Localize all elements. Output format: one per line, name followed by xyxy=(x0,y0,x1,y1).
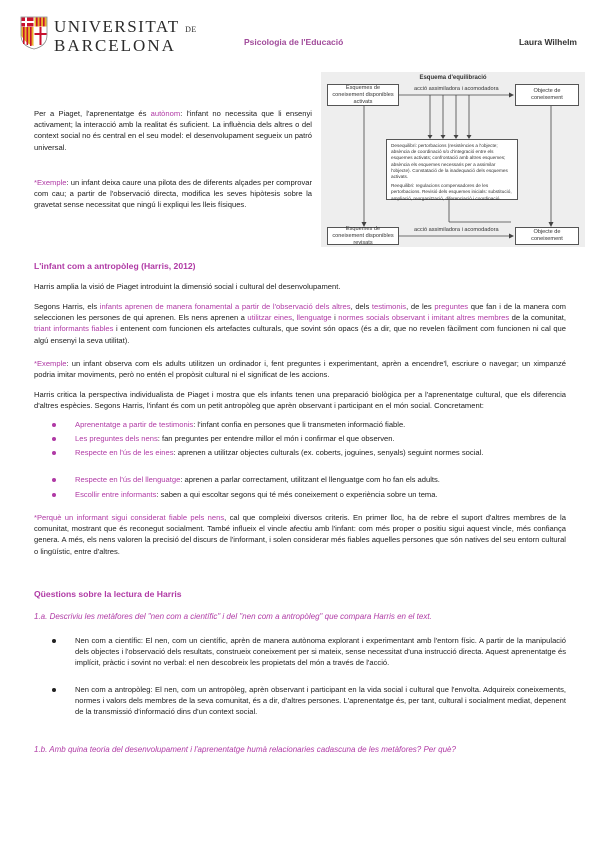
list-item: Escollir entre informants: saben a qui escoltar segons qui té més coneixement o experiència sobre un tema. xyxy=(52,489,566,501)
equilibration-diagram xyxy=(321,72,585,247)
diagram-label-top: acció assimiladora i acomodadora xyxy=(414,86,499,92)
university-shield-icon xyxy=(20,16,48,50)
section1-paragraph-3: Harris critica la perspectiva individualista de Piaget i mostra que els infants tenen una preparació biològica per a l'aprenentatge cultural, que els diferencia d'altres espècies. Segons Harris, l'infant és com un petit antropòleg que aprèn observant i participant en el món social. Concretament: xyxy=(34,390,566,411)
page-header xyxy=(20,16,577,56)
list-item: Les preguntes dels nens: fan preguntes per entendre millor el món i confirmar el que observen. xyxy=(52,433,566,445)
section1-paragraph-2: Segons Harris, els infants aprenen de manera fonamental a partir de l'observació dels altres, dels testimonis, de les preguntes que fan i de la manera com seleccionen les persones de qui aprenen. Els nens aprenen a utilitzar eines, llenguatge i normes socials observant i imitant altres membres de la comunitat, triant informants fiables i entenent com funcionen els artefactes culturals, que sovint són opacs (és a dir, que no revelen fàcilment com funcionen ni cal que algú ensenyi la seva utilitat). xyxy=(34,302,567,345)
diagram-box-revised-schemes: Esquemes de coneixement disponibles revisats xyxy=(327,227,399,245)
list-item: Aprenentatge a partir de testimonis: l'infant confia en persones que li transmeten informació fiable. xyxy=(52,419,566,431)
bullet-icon xyxy=(52,688,56,692)
question-1a: 1.a. Descriviu les metàfores del "nen com a científic" i del "nen com a antropòleg" que compara Harris en el text. xyxy=(34,612,432,621)
author-name: Laura Wilhelm xyxy=(518,37,577,47)
section1-paragraph-4: *Perquè un informant sigui considerat fiable pels nens, cal que compleixi diversos criteris. En primer lloc, ha de rebre el suport d'altres membres de la comunitat, mostrant que és reconegut socialment. També influeix el vincle afectiu amb l'infant: com més proper o positiu sigui aquest vincle, més confiança genera. A més, els nens valoren la precisió del discurs de l'informant, i solen considerar més fiables aquelles persones que són natives del seu entorn cultural o lingüístic, entre d'altres. xyxy=(34,513,566,556)
question-1b: 1.b. Amb quina teoria del desenvolupament i l'aprenentatge humà relacionaries cadascuna de les metàfores? Per què? xyxy=(34,745,456,754)
diagram-box-active-schemes: Esquemes de coneixement disponibles activats xyxy=(327,84,399,106)
section-title-harris: L'infant com a antropòleg (Harris, 2012) xyxy=(34,261,196,271)
diagram-label-bottom: acció assimiladora i acomodadora xyxy=(414,227,499,233)
bullet-icon xyxy=(52,639,56,643)
intro-paragraph: Per a Piaget, l'aprenentatge és autònom: l'infant no necessita que li ensenyi activament; la interacció amb la realitat és suficient. La influència dels altres o del context social no és central en el seu model: el desenvolupament segueix un patró universal. xyxy=(34,109,312,152)
subject-title: Psicologia de l'Educació xyxy=(244,37,344,47)
bullet-icon xyxy=(52,437,56,441)
section-title-questions: Qüestions sobre la lectura de Harris xyxy=(34,589,182,599)
bullet-icon xyxy=(52,451,56,455)
intro-example: *Exemple: un infant deixa caure una pilota des de diferents alçades per comprovar com cau; a partir de l'observació directa, modifica les seves hipòtesis sobre la gravetat sense necessitat que ningú li expliqui les lleis físiques. xyxy=(34,178,312,210)
list-item: Nen com a científic: El nen, com un científic, aprèn de manera autònoma explorant i experimentant amb l'entorn físic. A partir de la manipulació dels objectes i l'observació dels resultats, construeix coneixement per si mateix, sense necessitat d'una instrucció directa. Aquest aprenentatge és implícit, pràctic i sovint no verbal: el nen descobreix les propietats del món a través de l'acció. xyxy=(52,635,566,683)
university-name: UNIVERSITAT DE BARCELONA xyxy=(54,17,197,55)
bullet-icon xyxy=(52,423,56,427)
section1-example: *Exemple: un infant observa com els adults utilitzen un ordinador i, fent preguntes i experimentant, aprèn a encendre'l, escriure o navegar; un ximpanzé podria imitar moviments, però no entén el propòsit cultural ni el significat de les accions. xyxy=(34,359,566,380)
bullet-icon xyxy=(52,478,56,482)
diagram-box-object-top: Objecte de coneixement xyxy=(515,84,579,106)
list-item: Nen com a antropòleg: El nen, com un antropòleg, aprèn observant i participant en la vida social i cultural que l'envolta. Adquireix coneixements, normes i valors dels membres de la seva comunitat, és a dir, d'altres persones. L'aprenentatge és, per tant, cultural i socialment mediat, depenent de la transmissió d'informació dins d'un context social. xyxy=(52,684,566,732)
list-item: Respecte en l'ús de les eines: aprenen a utilitzar objectes culturals (ex. coberts, joguines, senyals) seguint normes social. xyxy=(52,447,566,471)
bullet-icon xyxy=(52,493,56,497)
diagram-box-object-bottom: Objecte de coneixement xyxy=(515,227,579,245)
diagram-title: Esquema d'equilibració xyxy=(419,75,487,81)
list-item: Respecte en l'ús del llenguatge: aprenen a parlar correctament, utilitzant el llenguatge com ho fan els adults. xyxy=(52,474,566,486)
diagram-box-disequilibrium: Desequilibri: pertorbacions (resistències a l'objecte; absència de coordinació s/o d'integració entre els esquemes activats; confrontació amb altres esquemes; absència els esquemes necessaris per a assimilar l'objecte). Constatació de la inadequació dels esquemes activats. Reequilibri: regulacions compensadores de les pertorbacions. Revisió dels esquemes inicials: substitució, ampliació, reorganització, diferenciació i coordinació. xyxy=(386,139,518,200)
section1-paragraph-1: Harris amplia la visió de Piaget introduint la dimensió social i cultural del desenvolupament. xyxy=(34,282,341,291)
